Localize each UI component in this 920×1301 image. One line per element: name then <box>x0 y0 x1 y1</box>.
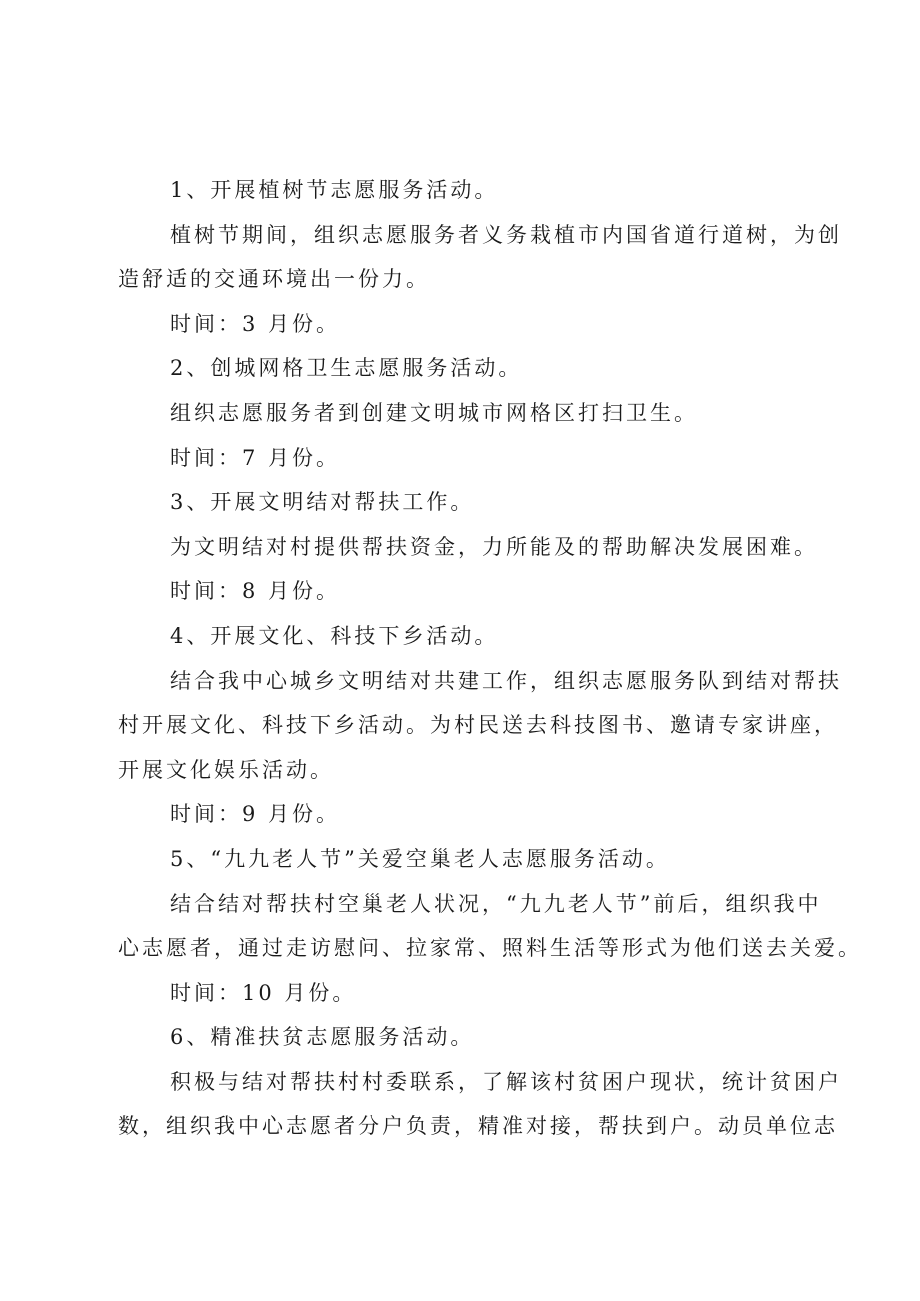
section-6-body-line-1: 积极与结对帮扶村村委联系，了解该村贫困户现状，统计贫困户 <box>170 1069 842 1094</box>
section-2-time: 时间：7 月份。 <box>170 445 341 470</box>
section-4-heading: 4、开展文化、科技下乡活动。 <box>170 623 499 648</box>
section-6-heading: 6、精准扶贫志愿服务活动。 <box>170 1025 475 1050</box>
section-1-body-line-1: 植树节期间，组织志愿服务者义务栽植市内国省道行道树，为创 <box>170 222 842 247</box>
section-2-body-line-1: 组织志愿服务者到创建文明城市网格区打扫卫生。 <box>170 400 698 425</box>
section-5-body-line-1: 结合结对帮扶村空巢老人状况，“九九老人节”前后，组织我中 <box>170 891 822 916</box>
section-3-time: 时间：8 月份。 <box>170 579 341 604</box>
section-2-heading: 2、创城网格卫生志愿服务活动。 <box>170 356 523 381</box>
section-4-time: 时间：9 月份。 <box>170 802 341 827</box>
section-4-body-line-2: 村开展文化、科技下乡活动。为村民送去科技图书、邀请专家讲座， <box>118 713 838 738</box>
section-1-heading: 1、开展植树节志愿服务活动。 <box>170 178 499 202</box>
section-5-heading: 5、“九九老人节”关爱空巢老人志愿服务活动。 <box>170 846 670 871</box>
section-5-time: 时间：10 月份。 <box>170 980 357 1005</box>
section-4-body-line-3: 开展文化娱乐活动。 <box>118 757 334 782</box>
section-6-body-line-2: 数，组织我中心志愿者分户负责，精准对接，帮扶到户。动员单位志 <box>118 1114 838 1139</box>
section-3-body-line-1: 为文明结对村提供帮扶资金，力所能及的帮助解决发展困难。 <box>170 534 818 559</box>
section-4-body-line-1: 结合我中心城乡文明结对共建工作，组织志愿服务队到结对帮扶 <box>170 668 842 693</box>
document-body <box>118 168 862 1149</box>
section-1-time: 时间：3 月份。 <box>170 311 341 336</box>
section-1-body-line-2: 造舒适的交通环境出一份力。 <box>118 267 430 292</box>
section-3-heading: 3、开展文明结对帮扶工作。 <box>170 490 475 515</box>
section-5-body-line-2: 心志愿者，通过走访慰问、拉家常、照料生活等形式为他们送去关爱。 <box>118 936 862 961</box>
